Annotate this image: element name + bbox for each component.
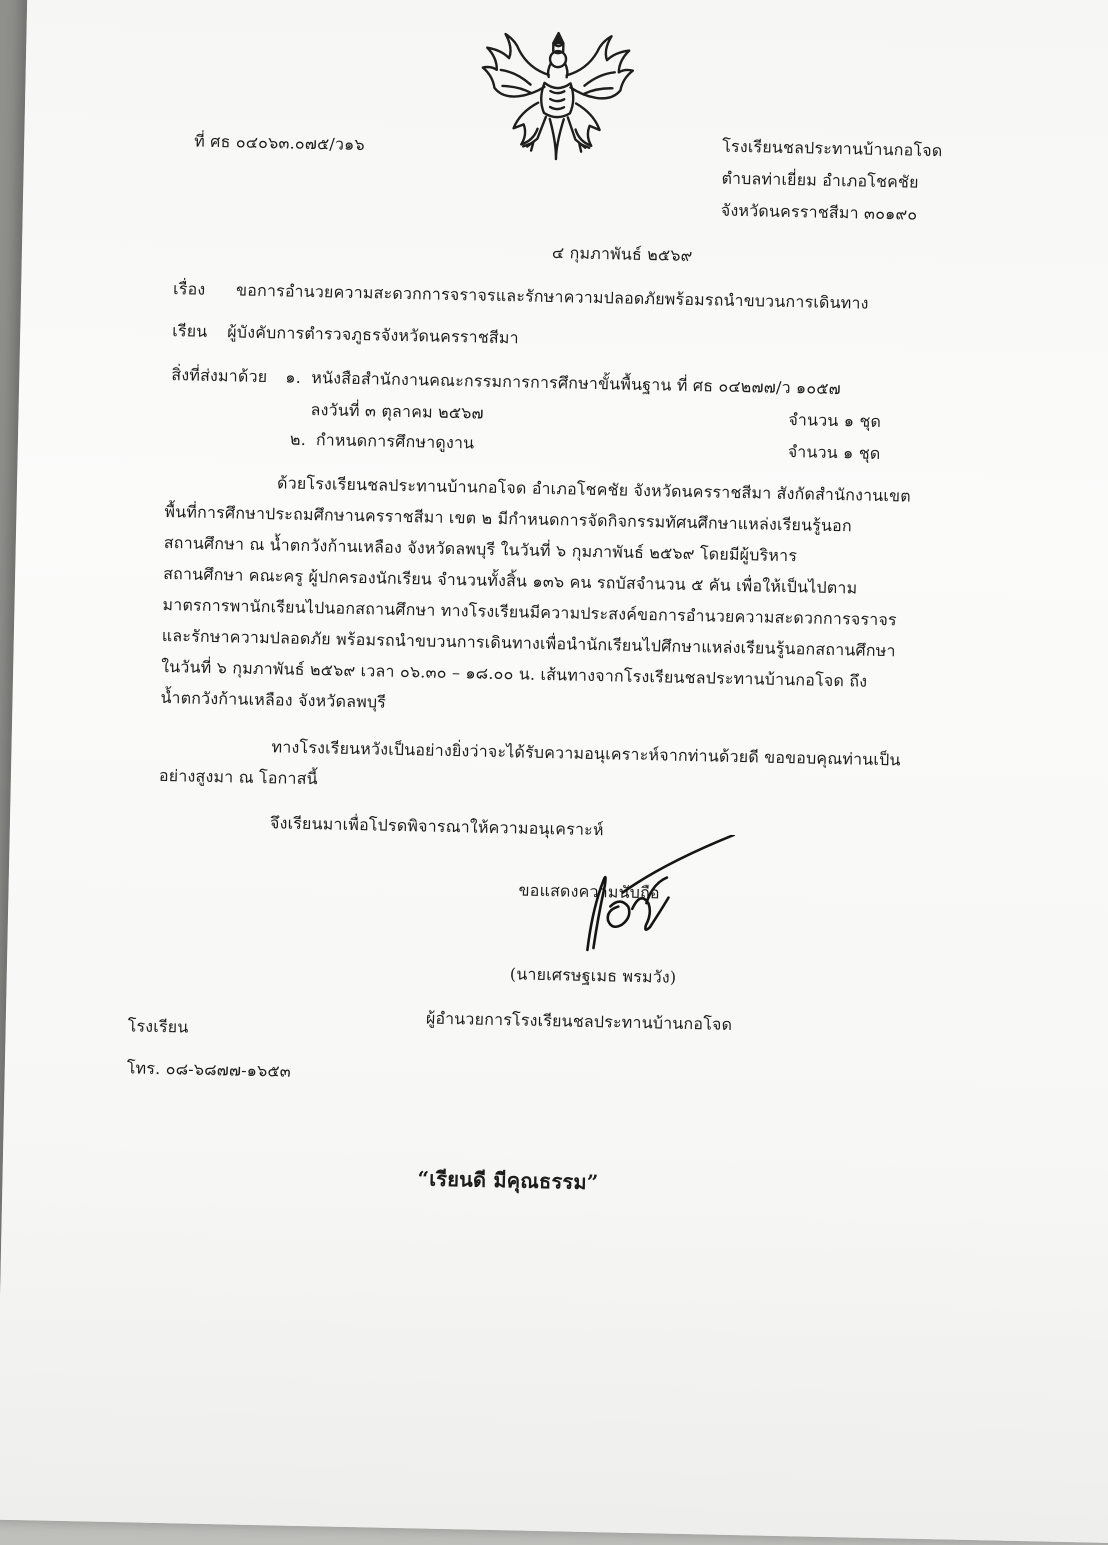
salutation: ขอแสดงความนับถือ [518,880,661,903]
body-line-5: มาตรการพานักเรียนไปนอกสถานศึกษา ทางโรงเรียนมีความประสงค์ขอการอำนวยความสะดวกการจราจร [162,594,898,630]
letter-date: ๔ กุมภาพันธ์ ๒๕๖๙ [551,243,693,265]
enclosure-1-title: หนังสือสำนักงานคณะกรรมการการศึกษาขั้นพื้นฐาน ที่ ศธ ๐๔๒๗๗/ว ๑๐๕๗ [311,368,842,399]
footer-phone: โทร. ๐๘-๖๘๗๗-๑๖๕๓ [126,1058,292,1081]
sender-address-line-1: โรงเรียนชลประทานบ้านกอโจด [722,136,943,161]
handwritten-signature [527,831,740,965]
document-number: ที่ ศธ ๐๔๐๖๓.๐๗๕/ว๑๖ [194,131,366,155]
signatory-position: ผู้อำนวยการโรงเรียนชลประทานบ้านกอโจด [425,1008,733,1034]
body-line-1: ด้วยโรงเรียนชลประทานบ้านกอโจด อำเภอโชคชัย จังหวัดนครราชสีมา สังกัดสำนักงานเขต [276,473,912,506]
enclosure-2-title: กำหนดการศึกษาดูงาน [315,430,475,453]
signatory-name: (นายเศรษฐเมธ พรมวัง) [509,964,677,987]
enclosure-1-quantity: จำนวน ๑ ชุด [788,410,882,431]
body-line-4: สถานศึกษา คณะครู ผู้ปกครองนักเรียน จำนวนทั้งสิ้น ๑๓๖ คน รถบัสจำนวน ๕ คัน เพื่อให้เป็นไปตาม [162,563,858,598]
body-para2-line-1: ทางโรงเรียนหวังเป็นอย่างยิ่งว่าจะได้รับความอนุเคราะห์จากท่านด้วยดี ขอขอบคุณท่านเป็น [271,737,901,770]
enclosure-1-number: ๑. [285,367,302,387]
body-line-8: น้ำตกวังก้านเหลือง จังหวัดลพบุรี [160,687,387,712]
school-motto: “เรียนดี มีคุณธรรม” [417,1166,599,1195]
recipient-text: ผู้บังคับการตำรวจภูธรจังหวัดนครราชสีมา [227,322,519,348]
body-line-7: ในวันที่ ๖ กุมภาพันธ์ ๒๕๖๙ เวลา ๐๖.๓๐ – ๑๘.๐๐ น. เส้นทางจากโรงเรียนชลประทานบ้านกอโจด ถึง [161,656,868,691]
enclosure-2-number: ๒. [289,429,307,449]
sender-address-line-2: ตำบลท่าเยี่ยม อำเภอโชคชัย [721,168,919,192]
garuda-emblem [479,26,637,169]
subject-label: เรื่อง [172,279,206,299]
body-para2-line-2: อย่างสูงมา ณ โอกาสนี้ [158,765,319,789]
body-line-6: และรักษาความปลอดภัย พร้อมรถนำขบวนการเดินทางเพื่อนำนักเรียนไปศึกษาแหล่งเรียนรู้นอกสถานศึกษา [161,625,896,661]
recipient-label: เรียน [172,321,208,341]
subject-text: ขอการอำนวยความสะดวกการจราจรและรักษาความปลอดภัยพร้อมรถนำขบวนการเดินทาง [235,280,869,313]
enclosures-label: สิ่งที่ส่งมาด้วย [171,365,268,387]
body-line-2: พื้นที่การศึกษาประถมศึกษานครราชสีมา เขต ๒ มีกำหนดการจัดกิจกรรมทัศนศึกษาแหล่งเรียนรู้นอก [164,501,853,536]
body-line-3: สถานศึกษา ณ น้ำตกวังก้านเหลือง จังหวัดลพบุรี ในวันที่ ๖ กุมภาพันธ์ ๒๕๖๙ โดยมีผู้บริหาร [163,532,798,566]
sender-address-line-3: จังหวัดนครราชสีมา ๓๐๑๙๐ [720,200,918,224]
enclosure-1-date: ลงวันที่ ๓ ตุลาคม ๒๕๖๗ [310,400,484,423]
closing-line: จึงเรียนมาเพื่อโปรดพิจารณาให้ความอนุเคราะห์ [269,813,604,840]
footer-department: โรงเรียน [127,1016,189,1037]
enclosure-quantity: จำนวน ๑ ชุด [787,442,881,463]
